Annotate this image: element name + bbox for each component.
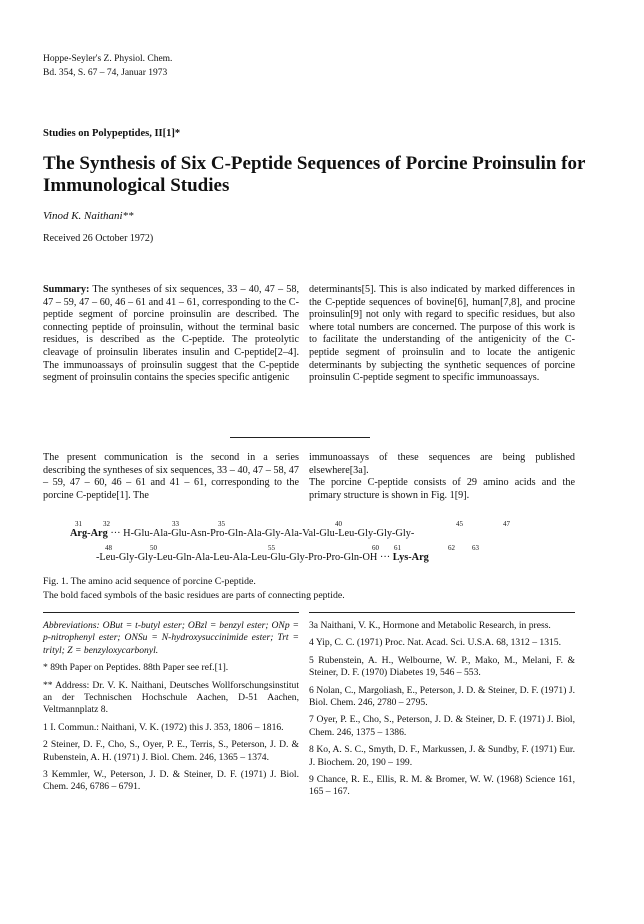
author-name: Vinod K. Naithani** bbox=[43, 210, 134, 222]
figure-caption bbox=[43, 575, 603, 603]
sequence-line-1 bbox=[70, 528, 414, 540]
reference-item: 1 I. Commun.: Naithani, V. K. (1972) this J. 353, 1806 – 1816. bbox=[43, 721, 284, 733]
seq-num: 62 bbox=[448, 544, 455, 552]
seq-num: 55 bbox=[268, 544, 275, 552]
seq-num: 45 bbox=[456, 520, 463, 528]
reference-item: 8 Ko, A. S. C., Smyth, D. F., Markussen, J. & Sundby, F. (1971) Eur. J. Biochem. 20, 190 – 199. bbox=[309, 744, 575, 768]
reference-item: 4 Yip, C. C. (1971) Proc. Nat. Acad. Sci. U.S.A. 68, 1312 – 1315. bbox=[309, 637, 562, 649]
reference-item: 9 Chance, R. E., Ellis, R. M. & Bromer, W. W. (1968) Science 161, 165 – 167. bbox=[309, 774, 575, 798]
section-divider bbox=[230, 437, 370, 438]
intro-right-para-1: immunoassays of these sequences are being published elsewhere[3a]. bbox=[309, 452, 575, 476]
sequence-line-2-text: -Leu-Gly-Gly-Leu-Gln-Ala-Leu-Ala-Leu-Glu-Gly-Pro-Pro-Gln-OH ··· bbox=[96, 552, 393, 563]
footnote-address: ** Address: Dr. V. K. Naithani, Deutsches Wollforschungsinstitut an der Technischen Hochschule Aachen, D-51 Aachen, Veltmannplatz 8. bbox=[43, 679, 299, 716]
caption-line-2: The bold faced symbols of the basic residues are parts of connecting peptide. bbox=[43, 590, 345, 601]
paper-title: The Synthesis of Six C-Peptide Sequences of Porcine Proinsulin for Immunological Studies bbox=[43, 153, 586, 196]
reference-item: 3 Kemmler, W., Peterson, J. D. & Steiner, D. F. (1971) J. Biol. Chem. 246, 6786 – 6791. bbox=[43, 769, 299, 793]
basic-residues-start: Arg-Arg bbox=[70, 528, 108, 539]
seq-num: 60 bbox=[372, 544, 379, 552]
seq-num: 47 bbox=[503, 520, 510, 528]
sequence-line-1-text: ··· H-Glu-Ala-Glu-Asn-Pro-Gln-Ala-Gly-Ala-Val-Glu-Leu-Gly-Gly-Gly- bbox=[107, 528, 415, 539]
seq-num: 63 bbox=[472, 544, 479, 552]
reference-item: 3a Naithani, V. K., Hormone and Metabolic Research, in press. bbox=[309, 620, 551, 631]
sequence-line-2 bbox=[96, 552, 429, 564]
reference-item: 5 Rubenstein, A. H., Welbourne, W. P., Mako, M., Melani, F. & Steiner, D. F. (1970) Diabetes 19, 546 – 553. bbox=[309, 654, 575, 679]
journal-info bbox=[43, 52, 172, 80]
seq-num: 31 bbox=[75, 520, 82, 528]
summary-right-column: determinants[5]. This is also indicated by marked differences in the C-peptide sequences of bovine[6], human[7,8], and procine proinsulin[9] not only with regard to specific residues, but also where total numbers are concerned. The purpose of this work is to facilitate the understanding of the antigenicity of the C-peptide segment of proinsulin and to locate the antigenic determinants by subjecting the synthetic sequences of porcine proinsulin C-peptide segment to specific immunoassays. bbox=[309, 284, 575, 384]
footnotes-left bbox=[43, 620, 299, 799]
reference-item: 6 Nolan, C., Margoliash, E., Peterson, J. D. & Steiner, D. F. (1971) J. Biol. Chem. 246, 2780 – 2795. bbox=[309, 684, 575, 709]
journal-name: Hoppe-Seyler's Z. Physiol. Chem. bbox=[43, 54, 173, 64]
sequence-figure bbox=[0, 520, 644, 570]
caption-line-1: Fig. 1. The amino acid sequence of porcine C-peptide. bbox=[43, 576, 256, 587]
footnote-item: * 89th Paper on Peptides. 88th Paper see ref.[1]. bbox=[43, 662, 229, 674]
footnote-divider bbox=[43, 612, 299, 613]
footnotes-right bbox=[309, 620, 575, 804]
summary-label: Summary: bbox=[43, 284, 90, 295]
intro-left-column: The present communication is the second in a series describing the syntheses of six sequences, 33 – 40, 47 – 58, 47 – 59, 47 – 60, 46 – 61 and 41 – 61, corresponding to the porcine C-peptide[1]. The bbox=[43, 452, 299, 501]
seq-num: 61 bbox=[394, 544, 401, 552]
footnote-divider bbox=[309, 612, 575, 613]
received-date: Received 26 October 1972) bbox=[43, 233, 154, 244]
summary-left-column bbox=[43, 284, 299, 385]
reference-item: 7 Oyer, P. E., Cho, S., Peterson, J. D. & Steiner, D. F. (1971) J. Biol, Chem. 246, 1375 – 1386. bbox=[309, 714, 575, 738]
series-heading: Studies on Polypeptides, II[1]* bbox=[43, 128, 181, 139]
seq-num: 33 bbox=[172, 520, 179, 528]
basic-residues-end: Lys-Arg bbox=[392, 552, 429, 563]
footnote-abbreviations: Abbreviations: OBut = t-butyl ester; OBzl = benzyl ester; ONp = p-nitrophenyl ester; ONSu = N-hydroxysuccinimide ester; Trt = trityl; Z = benzyloxycarbonyl. bbox=[43, 620, 299, 656]
seq-num: 40 bbox=[335, 520, 342, 528]
intro-right-column bbox=[309, 452, 575, 502]
reference-item: 2 Steiner, D. F., Cho, S., Oyer, P. E., Terris, S., Peterson, J. D. & Rubenstein, A. H. (1971) J. Biol. Chem. 246, 1365 – 1374. bbox=[43, 739, 299, 763]
seq-num: 50 bbox=[150, 544, 157, 552]
summary-text-left: The syntheses of six sequences, 33 – 40, 47 – 58, 47 – 59, 47 – 60, 46 – 61 and 41 – 61, corresponding to the C-peptide segment of porcine proinsulin are described. The connecting peptide of proinsulin, without the terminal basic residues, is described as the C-peptide. The proteolytic cleavage of proinsulin liberates insulin and C-peptide[2–4]. The immunoassays of proinsulin suggest that the C-peptide segment of proinsulin contains the species specific antigenic bbox=[43, 284, 299, 384]
seq-num: 32 bbox=[103, 520, 110, 528]
seq-num: 48 bbox=[105, 544, 112, 552]
journal-volume: Bd. 354, S. 67 – 74, Januar 1973 bbox=[43, 68, 168, 78]
intro-right-para-2: The porcine C-peptide consists of 29 amino acids and the primary structure is shown in Fig. 1[9]. bbox=[309, 477, 575, 501]
seq-num: 35 bbox=[218, 520, 225, 528]
